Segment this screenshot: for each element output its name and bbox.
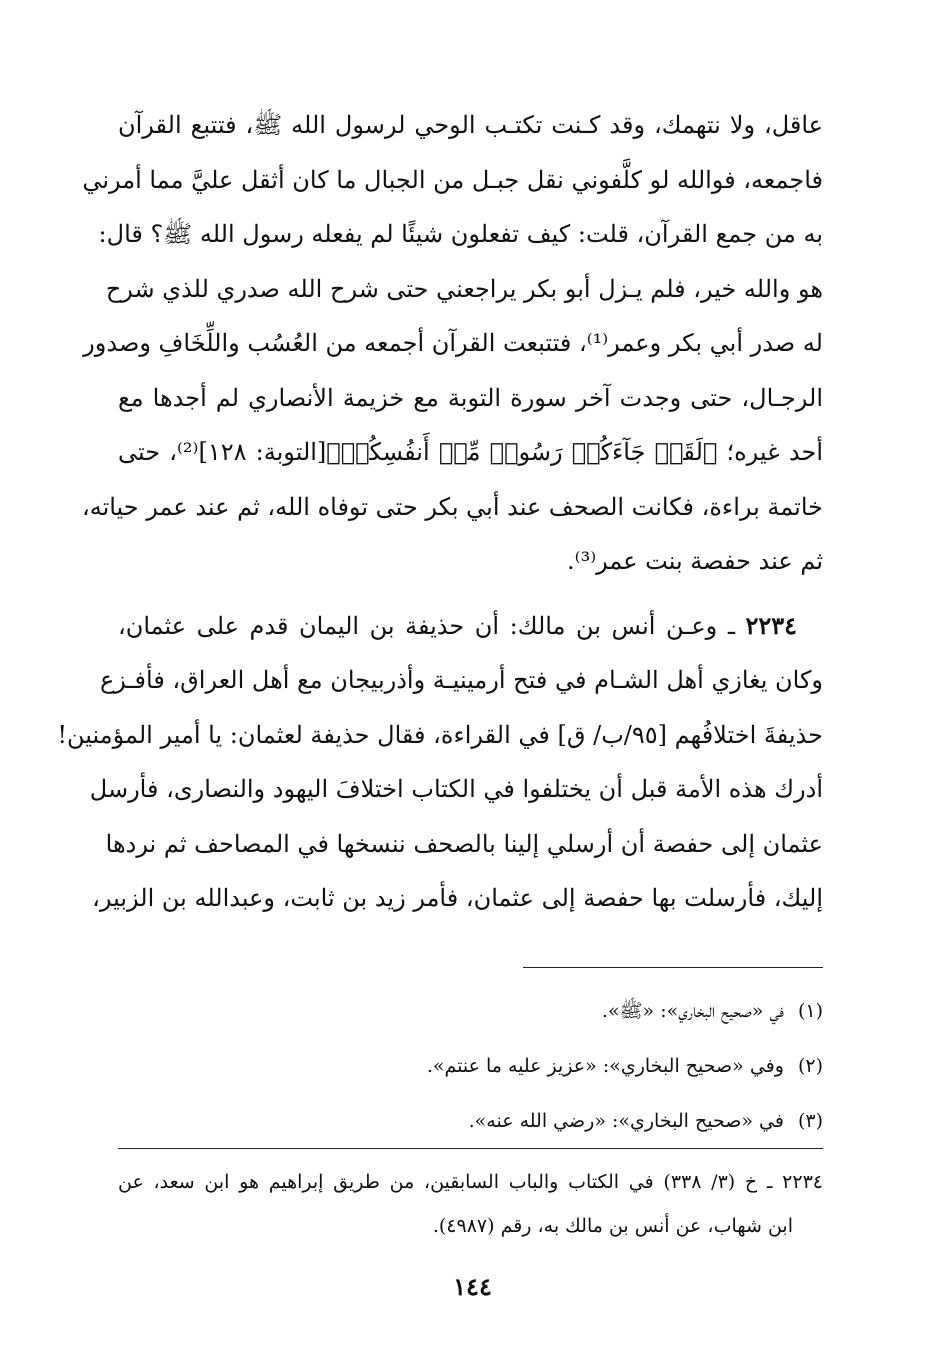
footnote-number: (٢) [797, 1055, 823, 1077]
footnote [118, 1094, 823, 1149]
hadith-number: ٢٢٣٤ [745, 610, 797, 640]
source-line: ٢٢٣٤ ـ خ (٣/ ٣٣٨) في الكتاب والباب السابقين، من طريق إبراهيم هو ابن سعد، عن [118, 1171, 823, 1193]
text-line: خاتمة براءة، فكانت الصحف عند أبي بكر حتى توفاه الله، ثم عند عمر حياته، [81, 492, 823, 521]
footnotes [118, 984, 823, 1149]
text-line: إليك، فأرسلت بها حفصة إلى عثمان، فأمر زيد بن ثابت، وعبدالله بن الزبير، [92, 884, 823, 912]
footnote-divider [523, 967, 823, 968]
text-line: حذيفةَ اختلافُهم [٩٥/ب/ ق] في القراءة، فقال حذيفة لعثمان: يا أمير المؤمنين! [57, 720, 823, 749]
footnote-text: في «صحيح البخاري»: «ﷺ». [601, 1000, 784, 1022]
footnote-text: وفي «صحيح البخاري»: «عزيز عليه ما عنتم». [426, 1055, 784, 1077]
hadith-first-line [118, 599, 823, 654]
text-line: الرجـال، حتى وجدت آخر سورة التوبة مع خزيمة الأنصاري لم أجدها مع [118, 383, 824, 412]
text-line: له صدر أبي بكر وعمر⁽¹⁾، فتتبعت القرآن أجمعه من العُسُب واللِّخَافِ وصدور [83, 329, 823, 357]
page-number: ١٤٤ [453, 1272, 492, 1301]
paragraph-gap [118, 589, 823, 599]
text-line: به من جمع القرآن، قلت: كيف تفعلون شيئًا لم يفعله رسول الله ﷺ؟ قال: [98, 220, 823, 248]
footnote-text: في «صحيح البخاري»: «رضي الله عنه». [468, 1110, 784, 1132]
source-line: ابن شهاب، عن أنس بن مالك به، رقم (٤٩٨٧). [432, 1215, 793, 1237]
footnote [118, 1039, 823, 1094]
text-line: وكان يغازي أهل الشـام في فتح أرمينيـة وأذربيجان مع أهل العراق، فأفـزع [99, 666, 823, 694]
main-text [57, 98, 824, 926]
text-line: هو والله خير، فلم يـزل أبو بكر يراجعني حتى شرح الله صدري للذي شرح [105, 274, 823, 303]
text-line: ثم عند حفصة بنت عمر⁽³⁾. [567, 547, 823, 575]
text-line: أحد غيره؛ ﴿لَقَدۡ جَآءَكُمۡ رَسُولٞ مِّنۡ أَنفُسِكُمۡ﴾[التوبة: ١٢٨]⁽²⁾، حتى [118, 438, 823, 466]
source-note [118, 1160, 823, 1248]
text-line: أدرك هذه الأمة قبل أن يختلفوا في الكتاب اختلافَ اليهود والنصارى، فأرسل [89, 775, 823, 803]
footnote [118, 984, 823, 1039]
footnote-number: (٣) [797, 1110, 823, 1132]
text-line: فاجمعه، فوالله لو كلَّفوني نقل جبـل من الجبال ما كان أثقل عليَّ مما أمرني [82, 165, 823, 194]
text-line: عاقل، ولا نتهمك، وقد كـنت تكتـب الوحي لرسول الله ﷺ، فتتبع القرآن [118, 111, 823, 139]
source-divider [118, 1148, 823, 1149]
text-line: عثمان إلى حفصة أن أرسلي إلينا بالصحف ننسخها في المصاحف ثم نردها [105, 829, 823, 858]
footnote-number: (١) [797, 1000, 823, 1022]
hadith-line-text: ـ وعـن أنس بن مالك: أن حذيفة بن اليمان قدم على عثمان، [118, 611, 735, 640]
